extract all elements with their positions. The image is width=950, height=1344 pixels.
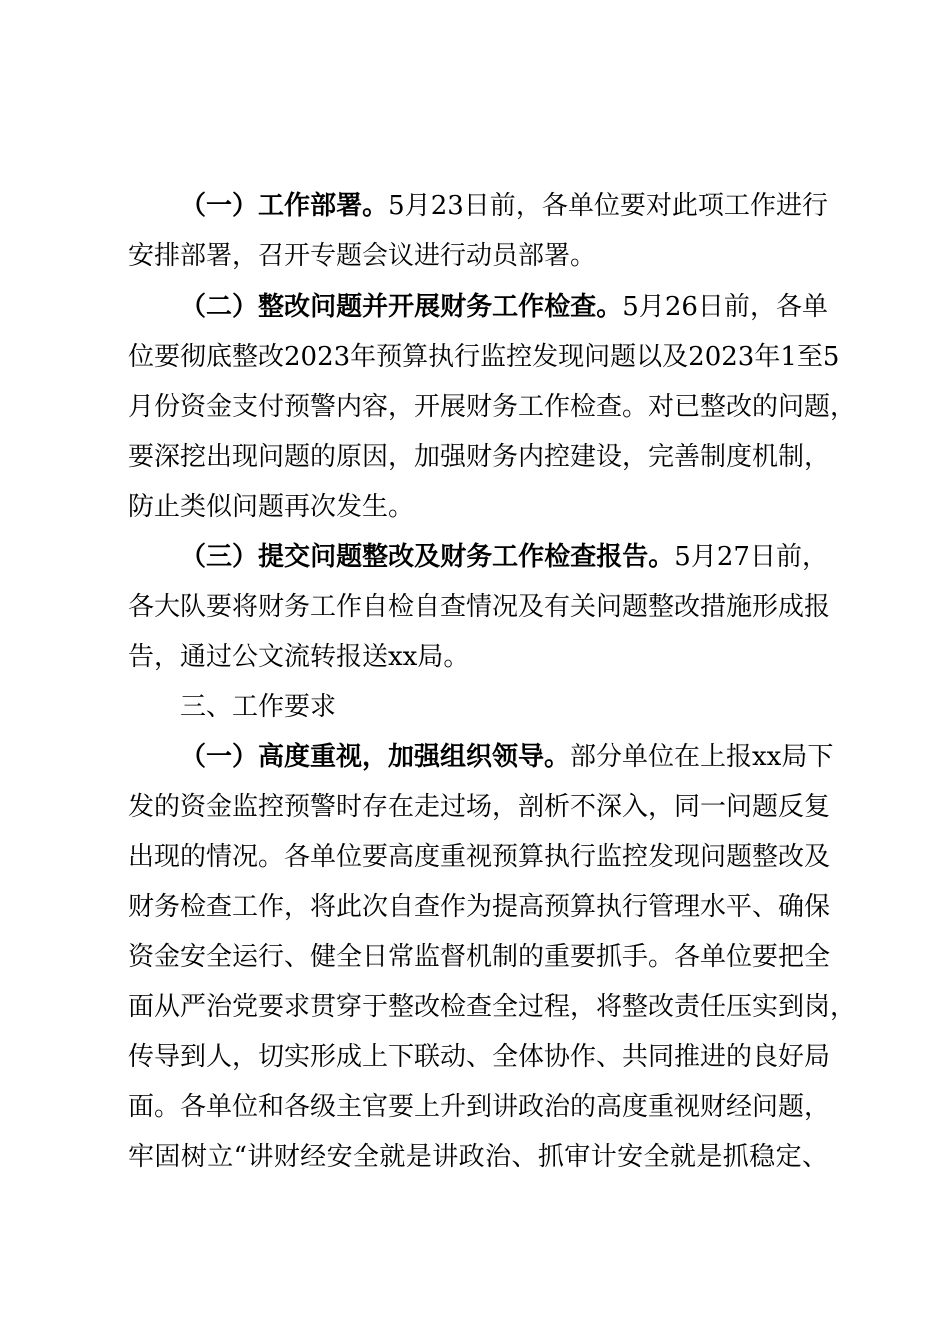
paragraph-line: 发的资金监控预警时存在走过场，剖析不深入，同一问题反复 <box>128 792 831 822</box>
paragraph-line: 牢固树立“讲财经安全就是讲政治、抓审计安全就是抓稳定、 <box>128 1142 828 1172</box>
section-heading: （一）工作部署。 <box>180 191 389 221</box>
paragraph-line: 防止类似问题再次发生。 <box>128 492 415 522</box>
paragraph-line: 面。各单位和各级主官要上升到讲政治的高度重视财经问题， <box>128 1092 831 1122</box>
paragraph-line: 传导到人，切实形成上下联动、全体协作、共同推进的良好局 <box>128 1042 831 1072</box>
paragraph-line: 安排部署，召开专题会议进行动员部署。 <box>128 241 597 271</box>
paragraph-line: 位要彻底整改2023年预算执行监控发现问题以及2023年1至5 <box>128 342 840 372</box>
paragraph-line: 财务检查工作，将此次自查作为提高预算执行管理水平、确保 <box>128 892 831 922</box>
part-title: 三、工作要求 <box>180 692 337 722</box>
section-heading: （三）提交问题整改及财务工作检查报告。 <box>180 542 675 572</box>
paragraph-line: 要深挖出现问题的原因，加强财务内控建设，完善制度机制， <box>128 442 831 472</box>
paragraph-line: 资金安全运行、健全日常监督机制的重要抓手。各单位要把全 <box>128 942 831 972</box>
paragraph-text: 5月26日前，各单 <box>622 292 828 322</box>
section-heading: （二）整改问题并开展财务工作检查。 <box>180 292 623 322</box>
paragraph-line: 出现的情况。各单位要高度重视预算执行监控发现问题整改及 <box>128 842 831 872</box>
paragraph-line: 面从严治党要求贯穿于整改检查全过程，将整改责任压实到岗， <box>128 992 857 1022</box>
paragraph-text: 5月23日前，各单位要对此项工作进行 <box>388 191 828 221</box>
section-heading: （一）高度重视，加强组织领导。 <box>180 742 571 772</box>
paragraph-line <box>180 283 828 331</box>
paragraph-line: 各大队要将财务工作自检自查情况及有关问题整改措施形成报 <box>128 592 831 622</box>
paragraph-line <box>180 182 828 230</box>
paragraph-text: 5月27日前， <box>674 542 828 572</box>
paragraph-text: 部分单位在上报xx局下 <box>570 742 834 772</box>
paragraph-line <box>180 533 828 581</box>
paragraph-line: 月份资金支付预警内容，开展财务工作检查。对已整改的问题， <box>128 392 857 422</box>
paragraph-line: 告，通过公文流转报送xx局。 <box>128 642 470 672</box>
paragraph-line <box>180 733 834 781</box>
